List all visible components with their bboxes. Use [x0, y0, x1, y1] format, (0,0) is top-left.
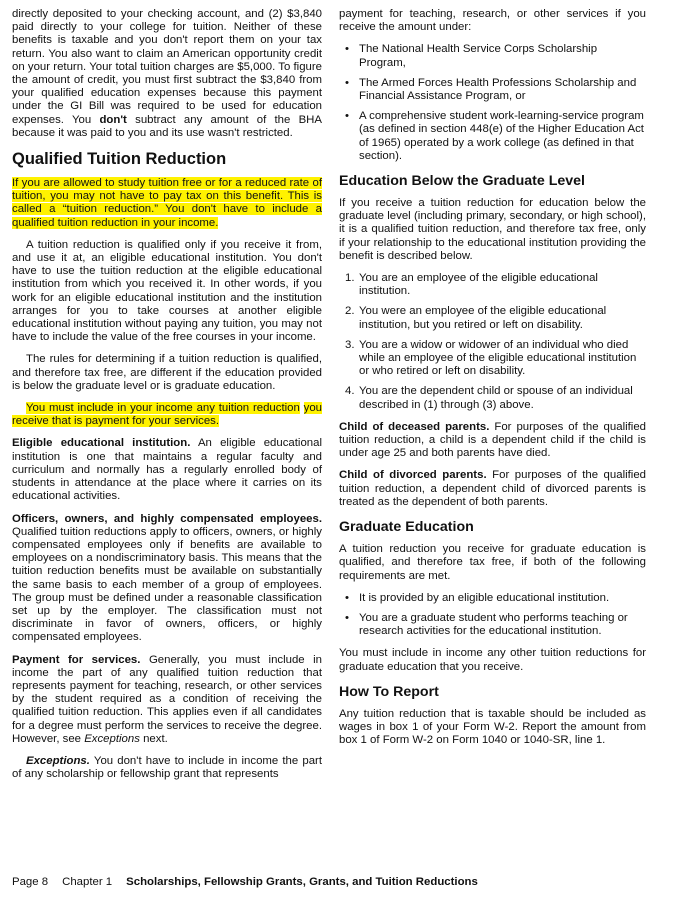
- qualified-tuition-reduction-heading: Qualified Tuition Reduction: [12, 150, 227, 169]
- graduate-paragraph-2: You must include in income any other tuition reductions for graduate education that you receive.: [339, 647, 646, 673]
- divorced-parents-paragraph: Child of divorced parents. For purposes of the qualified tuition reduction, a dependent child of divorced parents is treated as the dependent of both parents.: [339, 469, 646, 508]
- eligible-institution-paragraph: Eligible educational institution. An eligible educational institution is one that maintains a regular faculty and curriculum and normally has a regularly enrolled body of students in attendance at the place where it carries on its educational activities.: [12, 437, 322, 503]
- exceptions-paragraph: Exceptions. You don't have to include in income the part of any scholarship or fellowship grant that represents: [12, 754, 322, 781]
- payment-for-services-paragraph: Payment for services. Generally, you must include in income the part of any qualified tuition reduction that represents payment for teaching, research, or other services by the student required as a condition of receiving the qualified tuition reduction. This applies even if all candidates for a degree must perform the services to receive the degree. However, see Exceptions next.: [12, 653, 322, 745]
- graduate-paragraph: A tuition reduction you receive for graduate education is qualified, and therefore tax free, if both of the following requirements are met.: [339, 543, 646, 582]
- highlighted-text: You must include in your income any tuition reduction: [26, 402, 300, 415]
- right-intro-paragraph: payment for teaching, research, or other services if you receive the amount under:: [339, 8, 646, 34]
- program-list: [339, 43, 646, 163]
- list-item: 2. You were an employee of the eligible educational institution, but you retired or left on disability.: [345, 305, 607, 331]
- highlighted-text: If you are allowed to study tuition free or for a reduced rate of tuition, you may not have to pay tax on this benefit. This is called a “tuition reduction.” You don't have to include a qualified tuition reduction in your income.: [12, 177, 322, 229]
- chapter-label: Chapter 1: [62, 876, 113, 888]
- officers-paragraph: Officers, owners, and highly compensated employees. Qualified tuition reductions apply to officers, owners, or highly compensated employees only if benefits are available to employees on a nondiscriminatory basis. This means that the tuition reduction benefits must be available on substantially the same basis to each member of a group of employees. The group must be defined under a reasonable classification set up by the employer. The classification must not discriminate in favor of owners, officers, or highly compensated employees.: [12, 512, 322, 644]
- page-footer: [12, 876, 478, 888]
- bullet-icon: •: [345, 110, 349, 123]
- bullet-icon: •: [345, 591, 349, 604]
- relationship-list: [339, 272, 646, 412]
- list-item: • You are a graduate student who performs teaching or research activities for the educational institution.: [345, 611, 628, 638]
- education-below-graduate-heading: Education Below the Graduate Level: [339, 173, 585, 190]
- qtr-paragraph-3: The rules for determining if a tuition reduction is qualified, and therefore tax free, are different if the education provided is below the graduate level or is graduate education.: [12, 353, 322, 392]
- list-item: 4. You are the dependent child or spouse of an individual described in (1) through (3) above.: [345, 385, 633, 411]
- graduate-requirements-list: [339, 592, 646, 639]
- how-to-report-paragraph: Any tuition reduction that is taxable should be included as wages in box 1 of your Form W-2. Report the amount from box 1 of Form W-2 on Form 1040 or 1040-SR, line 1.: [339, 707, 646, 747]
- list-item: 1. You are an employee of the eligible educational institution.: [345, 272, 598, 298]
- graduate-education-heading: Graduate Education: [339, 519, 474, 536]
- right-column: [339, 8, 646, 756]
- list-item: • The National Health Service Corps Scholarship Program,: [345, 43, 598, 69]
- qtr-highlight-paragraph-2: [12, 402, 322, 428]
- qtr-highlight-paragraph: [12, 177, 322, 230]
- list-item: • A comprehensive student work-learning-service program (as defined in section 448(e) of the Higher Education Act of 1965) operated by a work college (as defined in that section).: [345, 110, 644, 162]
- list-item: 3. You are a widow or widower of an individual who died while an employee of the eligible educational institution or who retired or left on disability.: [345, 338, 637, 378]
- highlighted-text: you receive that is payment for your services.: [12, 402, 322, 428]
- page-number: Page 8: [12, 876, 49, 888]
- list-item: • It is provided by an eligible educational institution.: [345, 591, 610, 604]
- list-item: • The Armed Forces Health Professions Scholarship and Financial Assistance Program, or: [345, 76, 637, 103]
- left-column: [12, 8, 322, 790]
- how-to-report-heading: How To Report: [339, 683, 439, 700]
- deceased-parents-paragraph: Child of deceased parents. For purposes of the qualified tuition reduction, a child is a dependent child if the child is under age 25 and both parents have died.: [339, 420, 646, 460]
- qtr-paragraph-2: A tuition reduction is qualified only if you receive it from, and use it at, an eligible educational institution. You don't have to use the tuition reduction at the eligible educational institution from which you received it. In other words, if you work for an eligible educational institution and the institution arranges for you to take courses at another eligible educational institution without paying any tuition, you may not have to include the value of the free courses in your income.: [12, 238, 322, 344]
- chapter-title: Scholarships, Fellowship Grants, Grants, and Tuition Reductions: [126, 876, 478, 888]
- ebgl-paragraph: If you receive a tuition reduction for education below the graduate level (including primary, secondary, or high school), it is a qualified tuition reduction, and therefore tax free, only if your relationship to the educational institution providing the benefit is described below.: [339, 197, 646, 262]
- bullet-icon: •: [345, 611, 349, 624]
- bullet-icon: •: [345, 76, 349, 89]
- intro-paragraph: directly deposited to your checking account, and (2) $3,840 paid directly to your college for tuition. Neither of these benefits is taxable and you don't report them on your tax return. You also want to claim an American opportunity credit on your return. Your total tuition charges are $5,000. To figure the amount of credit, you must first subtract the $3,840 from your qualified education expenses because this payment under the GI Bill was required to be used for education expenses. You don't subtract any amount of the BHA because it was paid to you and its use wasn't restricted.: [12, 8, 323, 139]
- bullet-icon: •: [345, 43, 349, 56]
